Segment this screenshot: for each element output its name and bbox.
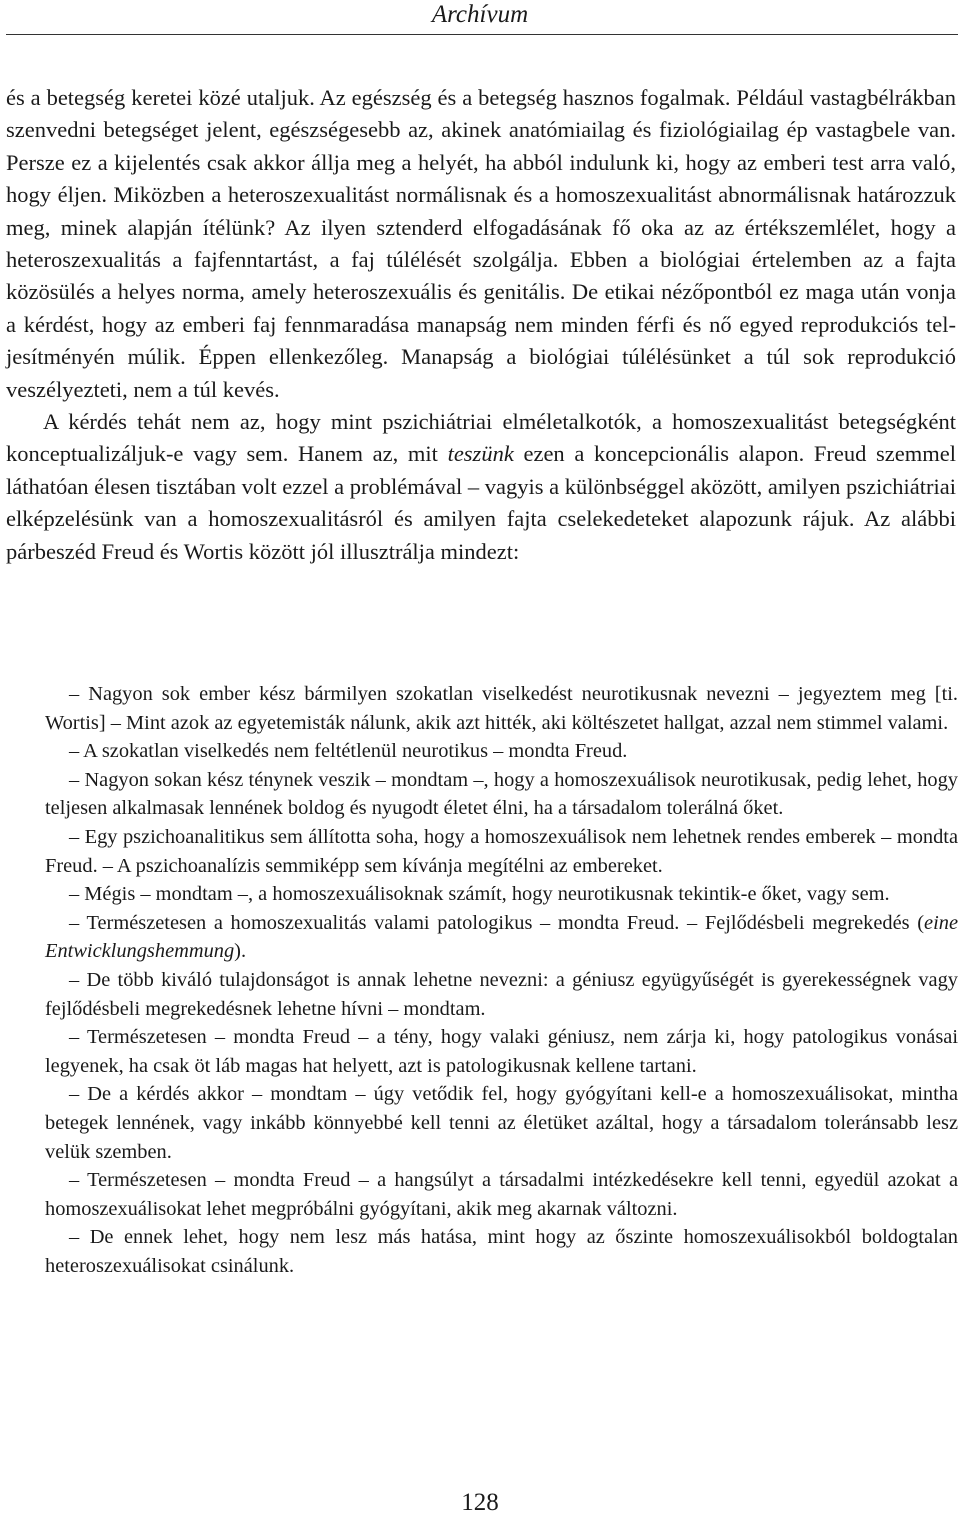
dialogue-line-6-emphasis: eine Entwicklungshemmung — [45, 911, 958, 963]
body-text — [6, 82, 956, 568]
dialogue-line-1: – Nagyon sok ember kész bármilyen szokatlan viselkedést neurotikusnak nevezni – jegyeztem meg [ti. Wortis] – Mint azok az egyetemisták nálunk, akik azt hitték, aki költészetet hallgat, azzal nem stimmel valami. — [45, 683, 958, 734]
dialogue-line-6 — [45, 909, 958, 966]
page-number: 128 — [461, 1489, 499, 1516]
dialogue-line-11: – De ennek lehet, hogy nem lesz más hatása, mint hogy az őszinte homoszexuálisokból boldogtalan heteroszexuálisokat csinálunk. — [45, 1226, 958, 1277]
dialogue-line-7: – De több kiváló tulajdonságot is annak lehetne nevezni: a géniusz együgyűségét is gyerekességnek vagy fejlődésbeli megrekedésnek lehetne hívni – mondtam. — [45, 968, 958, 1020]
body-paragraph-2-text-b: ezen a koncepcionális alapon. Freud szemmel láthatóan élesen tisztában volt ezzel a problémával – vagyis a különbséggel aközött, amilyen pszichiátriai elképzelésünk van a homoszexualitásról és amilyen fajta cselekedeteket alapozunk rájuk. Az alábbi párbeszéd Freud és Wortis között jól illusztrálja mindezt: — [6, 441, 956, 564]
dialogue-line-3: – Nagyon sokan kész ténynek veszik – mondtam –, hogy a homoszexuálisok neurotikusak, pedig lehet, hogy teljesen alkalmasak lennének boldog és nyugodt életet élni, ha a társadalom tolerálná őket. — [45, 768, 958, 820]
body-paragraph-2 — [6, 406, 956, 568]
body-paragraph-1: és a betegség keretei közé utaljuk. Az egészség és a betegség hasznos fogalmak. Például vastagbélrákban szenvedni betegséget jelent, egészségesebb az, akinek anatómiailag és fiziológiailag ép vastagbele van. Persze ez a kijelentés csak akkor állja meg a helyét, ha abból indulunk ki, hogy az emberi test arra való, hogy éljen. Miközben a heteroszexualitást normálisnak és a homoszexualitást abnormálisnak határozzuk meg, minek alapján ítélünk? Az ilyen sztenderd elfogadásának fő oka az az értékszemlélet, hogy a heteroszexualitás a fajfenntartást, a faj túlélését szolgálja. Ebben a biológiai értelemben az a fajta közösülés a helyes norma, amely heteroszexuális és genitális. De etikai nézőpontból ez maga után vonja a kérdést, hogy az emberi faj fennmaradása manapság nem minden férfi és nő egyed reprodukciós teljesítményén múlik. Éppen ellenkezőleg. Manapság a biológiai túlélésünket a túl sok reprodukció veszélyezteti, nem a túl kevés. — [6, 85, 956, 402]
dialogue-quote — [45, 680, 958, 1280]
dialogue-line-9: – De a kérdés akkor – mondtam – úgy vetődik fel, hogy gyógyítani kell-e a homoszexuálisokat, mintha betegek lennének, vagy inkább könnyebbé kell tenni az életüket azáltal, hogy a társadalom toleránsabb lesz velük szemben. — [45, 1083, 958, 1163]
body-paragraph-2-text-a: A kérdés tehát nem az, hogy mint pszichiátriai elméletalkotók, a homoszexualitást betegségként konceptualizáljuk-e vagy sem. Hanem az, mit — [6, 409, 956, 467]
body-paragraph-2-emphasis: teszünk — [447, 441, 514, 467]
dialogue-line-6-text-b: ). — [234, 940, 247, 963]
dialogue-line-2: – A szokatlan viselkedés nem feltétlenül neurotikus – mondta Freud. — [69, 740, 628, 763]
header-divider — [6, 34, 958, 35]
dialogue-line-6-text-a: – Természetesen a homoszexualitás valami patologikus – mondta Freud. – Fejlődésbeli megrekedés ( — [69, 911, 925, 934]
dialogue-line-4: – Egy pszichoanalitikus sem állította soha, hogy a homoszexuálisok nem lehetnek rendes emberek – mondta Freud. – A pszichoanalízis semmiképp sem kívánja megítélni az embereket. — [45, 825, 958, 877]
dialogue-line-8: – Természetesen – mondta Freud – a tény, hogy valaki géniusz, nem zárja ki, hogy patologikus vonásai legyenek, ha csak öt láb magas hat helyett, azt is patologikusnak kellene tartani. — [45, 1026, 958, 1077]
dialogue-line-10: – Természetesen – mondta Freud – a hangsúlyt a társadalmi intézkedésekre kell tenni, egyedül azokat a homoszexuálisokat lehet megpróbálni gyógyítani, akik meg akarnak változni. — [45, 1169, 958, 1220]
running-head-title: Archívum — [431, 1, 529, 28]
dialogue-line-5: – Mégis – mondtam –, a homoszexuálisoknak számít, hogy neurotikusnak tekintik-e őket, vagy sem. — [69, 883, 890, 906]
